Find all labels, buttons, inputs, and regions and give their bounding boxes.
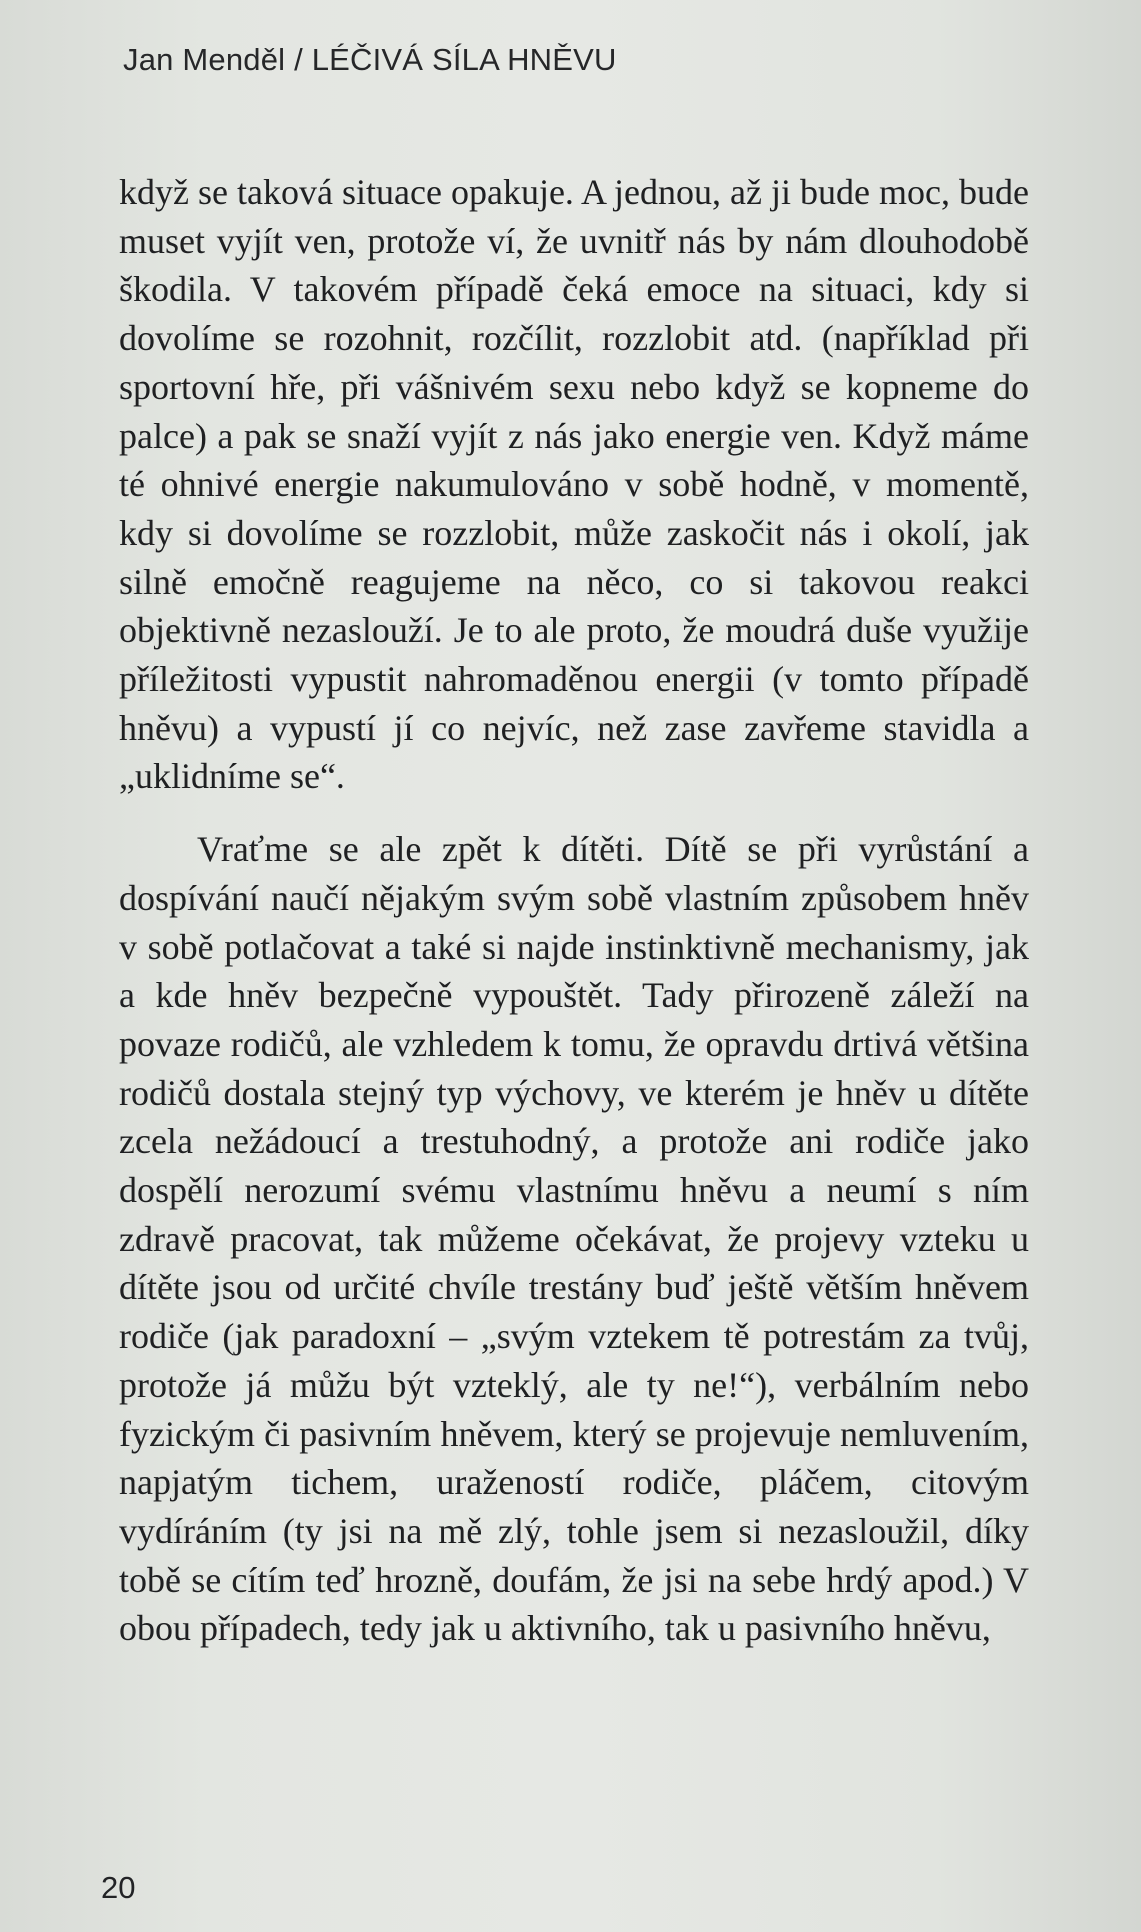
page-number: 20 bbox=[101, 1870, 136, 1905]
running-head: Jan Menděl / LÉČIVÁ SÍLA HNĚVU bbox=[123, 42, 617, 77]
body-text bbox=[119, 168, 1029, 1653]
paragraph-1: když se taková situace opakuje. A jednou, až ji bude moc, bude muset vyjít ven, protože ví, že uvnitř nás by nám dlouhodobě škodila. V takovém případě čeká emoce na situaci, kdy si dovolíme se rozohnit, rozčílit, rozzlobit atd. (například při sportovní hře, při vášnivém sexu nebo když se kopneme do palce) a pak se snaží vyjít z nás jako energie ven. Když máme té ohnivé energie nakumulováno v sobě hodně, v momentě, kdy si dovolíme se rozzlobit, může zaskočit nás i okolí, jak silně emočně reagujeme na něco, co si takovou reakci objektivně nezaslouží. Je to ale proto, že moudrá duše využije příležitosti vypustit nahromaděnou energii (v tomto případě hněvu) a vypustí jí co nejvíc, než zase zavřeme stavidla a „uklidníme se“. bbox=[119, 172, 1029, 797]
paragraph-2: Vraťme se ale zpět k dítěti. Dítě se při vyrůstání a dospívání naučí nějakým svým sobě vlastním způsobem hněv v sobě potlačovat a také si najde instinktivně mechanismy, jak a kde hněv bezpečně vypouštět. Tady přirozeně záleží na povaze rodičů, ale vzhledem k tomu, že opravdu drtivá většina rodičů dostala stejný typ výchovy, ve kterém je hněv u dítěte zcela nežádoucí a trestuhodný, a protože ani rodiče jako dospělí nerozumí svému vlastnímu hněvu a neumí s ním zdravě pracovat, tak můžeme očekávat, že projevy vzteku u dítěte jsou od určité chvíle trestány buď ještě větším hněvem rodiče (jak paradoxní – „svým vztekem tě potrestám za tvůj, protože já můžu být vzteklý, ale ty ne!“), verbálním nebo fyzickým či pasivním hněvem, který se projevuje nemluvením, napjatým tichem, uražeností rodiče, pláčem, citovým vydíráním (ty jsi na mě zlý, tohle jsem si nezasloužil, díky tobě se cítím teď hrozně, doufám, že jsi na sebe hrdý apod.) V obou případech, tedy jak u aktivního, tak u pasivního hněvu, bbox=[119, 829, 1029, 1649]
